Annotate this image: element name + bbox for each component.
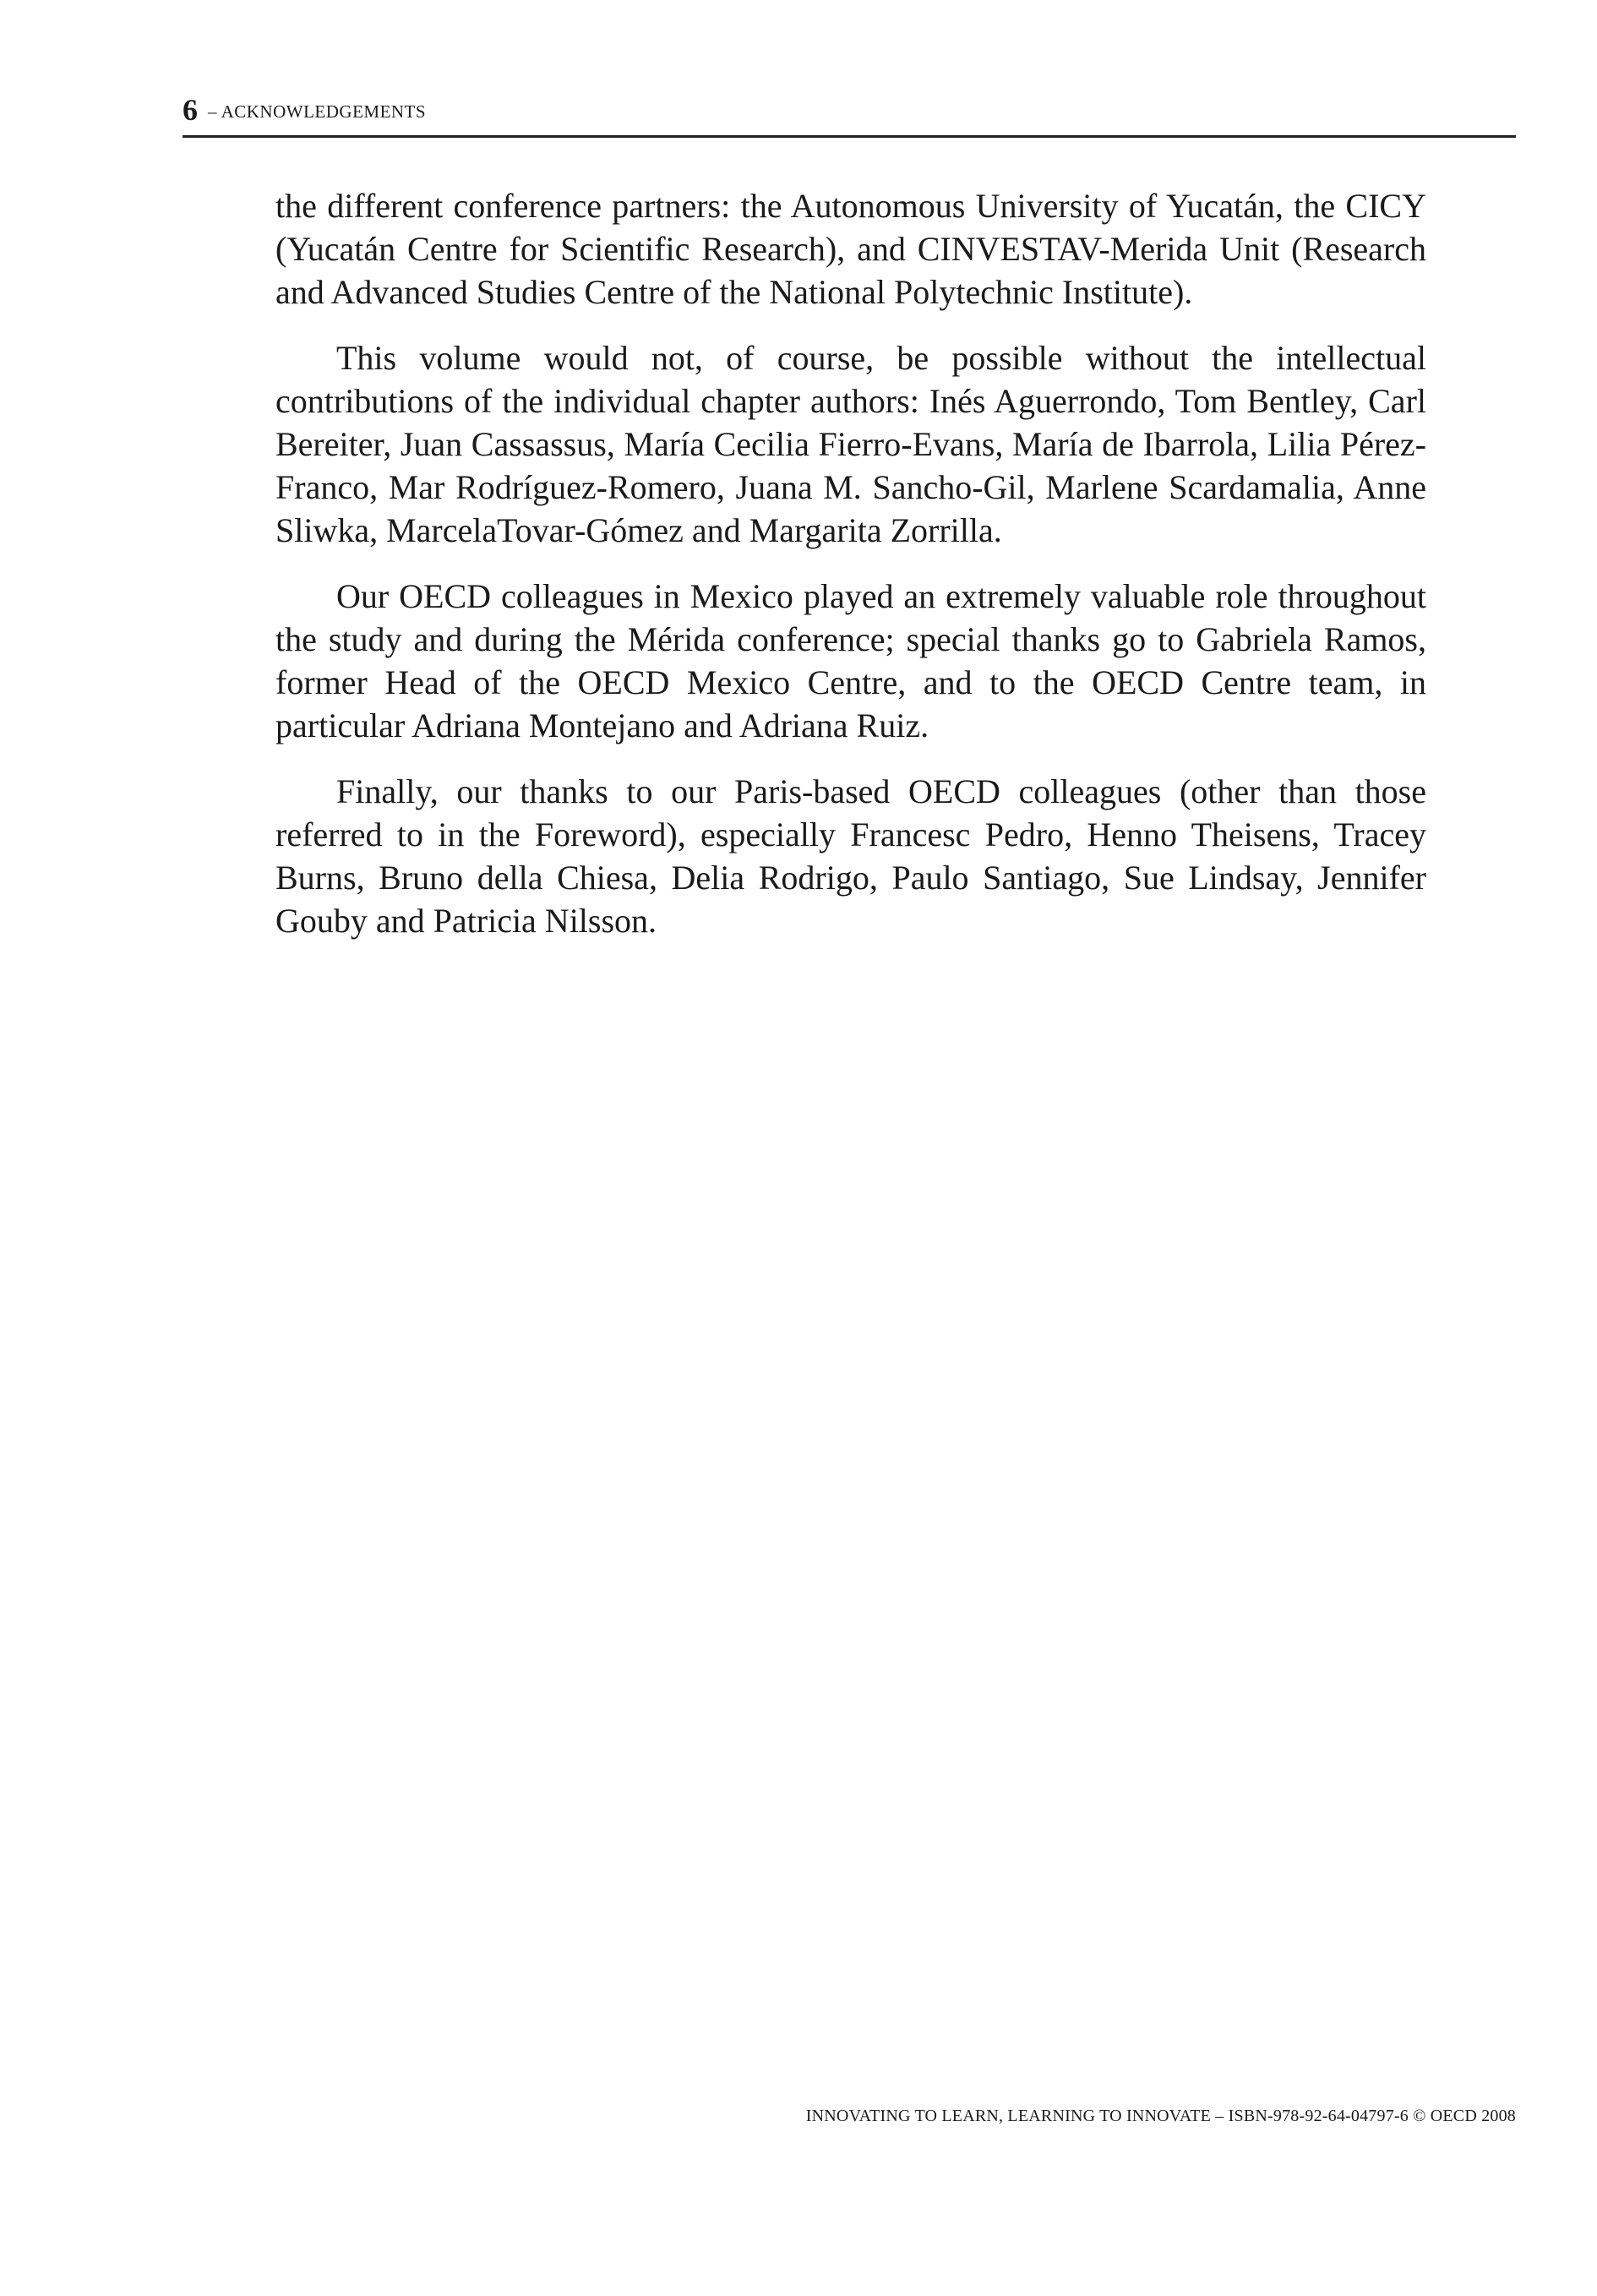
paragraph-paris-colleagues: Finally, our thanks to our Paris-based OECD colleagues (other than those referred to in the Foreword), especially Francesc Pedro, Henno Theisens, Tracey Burns, Bruno della Chiesa, Delia Rodrigo, Paulo Santiago, Sue Lindsay, Jennifer Gouby and Patricia Nilsson. <box>275 772 1426 940</box>
paragraph-mexico-colleagues: Our OECD colleagues in Mexico played an extremely valuable role throughout the study and during the Mérida conference; special thanks go to Gabriela Ramos, former Head of the OECD Mexico Centre, and to the OECD Centre team, in particular Adriana Montejano and Adriana Ruiz. <box>275 577 1426 744</box>
paragraph-partners: the different conference partners: the Autonomous University of Yucatán, the CICY (Yucatán Centre for Scientific Research), and CINVESTAV-Merida Unit (Research and Advanced Studies Centre of the National Polytechnic Institute). <box>275 187 1426 311</box>
page-header <box>183 91 1516 138</box>
page-footer: INNOVATING TO LEARN, LEARNING TO INNOVATE – ISBN-978-92-64-04797-6 © OECD 2008 <box>805 2107 1516 2125</box>
page-number: 6 <box>183 93 198 127</box>
section-title: – ACKNOWLEDGEMENTS <box>208 101 427 122</box>
body-text <box>275 184 1426 965</box>
paragraph-chapter-authors: This volume would not, of course, be possible without the intellectual contributions of the individual chapter authors: Inés Aguerrondo, Tom Bentley, Carl Bereiter, Juan Cassassus, María Cecilia Fierro-Evans, María de Ibarrola, Lilia Pérez-Franco, Mar Rodríguez-Romero, Juana M. Sancho-Gil, Marlene Scardamalia, Anne Sliwka, MarcelaTovar-Gómez and Margarita Zorrilla. <box>275 339 1426 549</box>
